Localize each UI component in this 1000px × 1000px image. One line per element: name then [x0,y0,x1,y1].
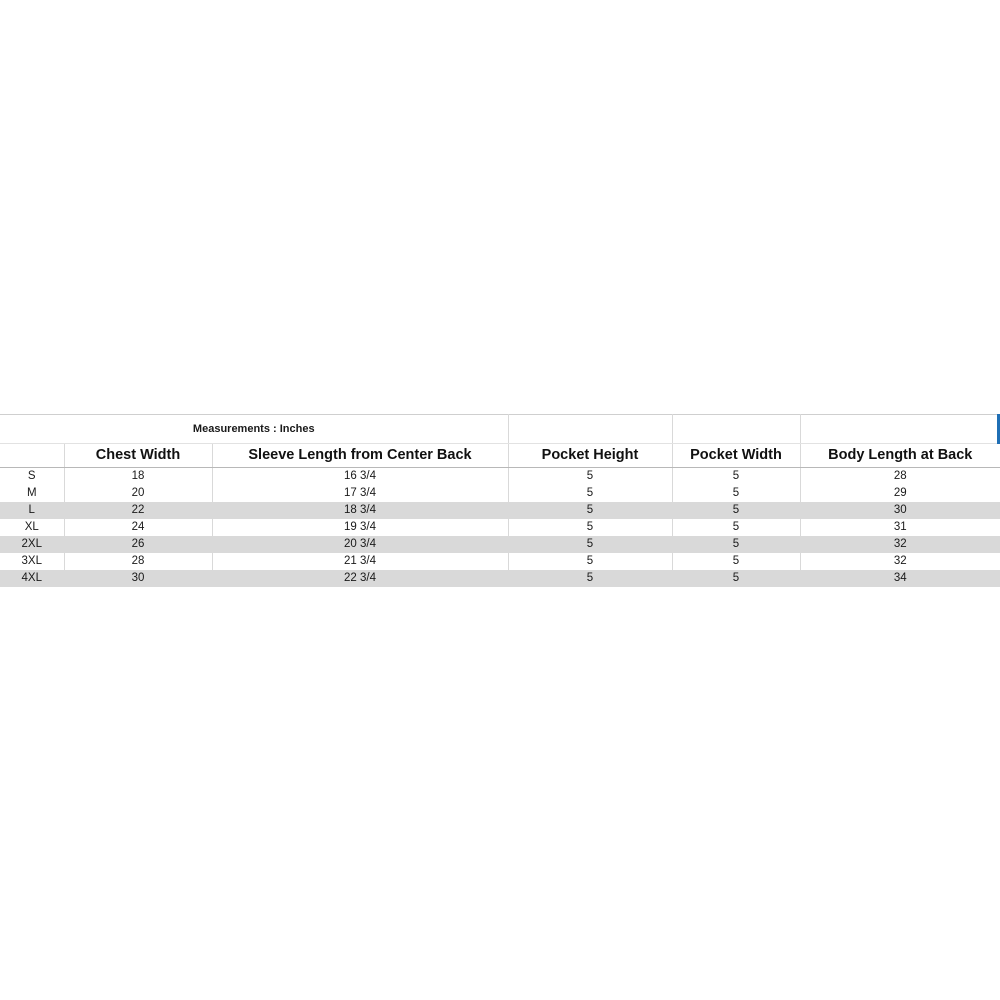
cell-sleeve-length: 18 3/4 [212,502,508,519]
cell-size: S [0,468,64,486]
column-header-chest-width: Chest Width [64,444,212,468]
cell-body-length: 30 [800,502,1000,519]
size-chart-table [0,414,1000,587]
table-row [0,519,1000,536]
column-header-pocket-height: Pocket Height [508,444,672,468]
cell-size: 4XL [0,570,64,587]
table-row [0,468,1000,486]
column-header-pocket-width: Pocket Width [672,444,800,468]
cell-chest-width: 30 [64,570,212,587]
cell-sleeve-length: 20 3/4 [212,536,508,553]
cell-body-length: 32 [800,536,1000,553]
table-row [0,536,1000,553]
column-header-sleeve-length: Sleeve Length from Center Back [212,444,508,468]
cell-body-length: 28 [800,468,1000,486]
cell-sleeve-length: 22 3/4 [212,570,508,587]
title-spacer-cell-2 [672,415,800,444]
cell-chest-width: 22 [64,502,212,519]
cell-sleeve-length: 16 3/4 [212,468,508,486]
column-header-body-length: Body Length at Back [800,444,1000,468]
table-title-row [0,415,1000,444]
table-header-row [0,444,1000,468]
table-row [0,502,1000,519]
title-spacer-cell-1 [508,415,672,444]
cell-pocket-width: 5 [672,502,800,519]
page-title: Measurements : Inches [0,415,508,444]
cell-pocket-height: 5 [508,485,672,502]
cell-chest-width: 18 [64,468,212,486]
cell-pocket-width: 5 [672,485,800,502]
cell-chest-width: 26 [64,536,212,553]
cell-pocket-height: 5 [508,536,672,553]
cell-pocket-width: 5 [672,570,800,587]
cell-pocket-height: 5 [508,502,672,519]
cell-sleeve-length: 17 3/4 [212,485,508,502]
cell-pocket-width: 5 [672,553,800,570]
cell-size: XL [0,519,64,536]
cell-body-length: 32 [800,553,1000,570]
cell-pocket-width: 5 [672,519,800,536]
cell-sleeve-length: 21 3/4 [212,553,508,570]
cell-pocket-height: 5 [508,570,672,587]
cell-size: L [0,502,64,519]
column-header-size [0,444,64,468]
title-spacer-cell-3 [800,415,1000,444]
cell-chest-width: 24 [64,519,212,536]
cell-size: M [0,485,64,502]
cell-sleeve-length: 19 3/4 [212,519,508,536]
cell-pocket-width: 5 [672,468,800,486]
cell-pocket-width: 5 [672,536,800,553]
cell-chest-width: 28 [64,553,212,570]
cell-chest-width: 20 [64,485,212,502]
cell-size: 2XL [0,536,64,553]
cell-body-length: 29 [800,485,1000,502]
table-row [0,485,1000,502]
cell-size: 3XL [0,553,64,570]
cell-pocket-height: 5 [508,468,672,486]
cell-body-length: 31 [800,519,1000,536]
size-chart-container [0,414,1000,587]
cell-pocket-height: 5 [508,553,672,570]
cell-pocket-height: 5 [508,519,672,536]
table-row [0,570,1000,587]
table-row [0,553,1000,570]
cell-body-length: 34 [800,570,1000,587]
